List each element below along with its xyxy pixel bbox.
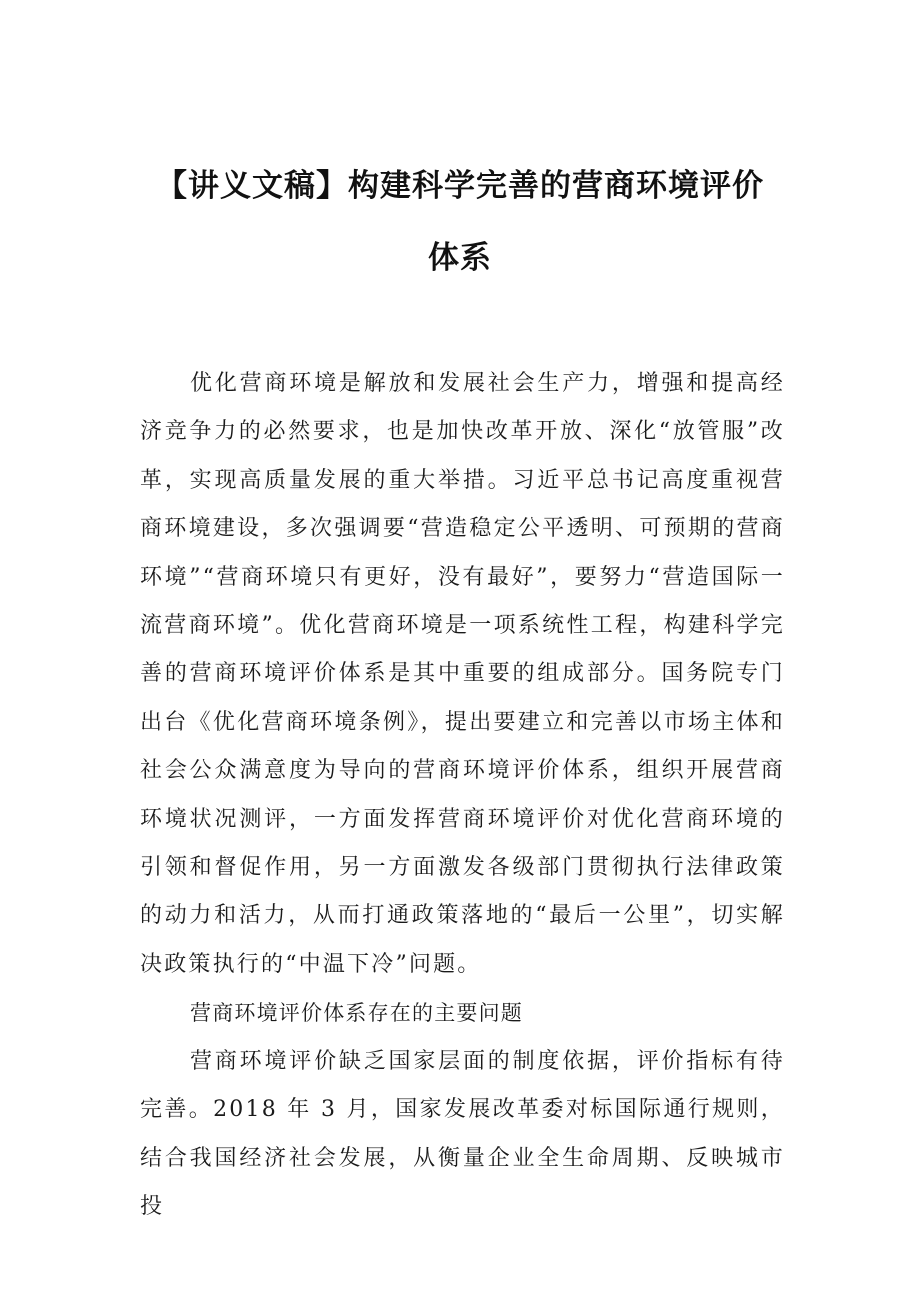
document-title-line-2: 体系 xyxy=(428,240,492,276)
paragraph-intro: 优化营商环境是解放和发展社会生产力，增强和提高经济竞争力的必然要求，也是加快改革开放、深化“放管服”改革，实现高质量发展的重大举措。习近平总书记高度重视营商环境建设，多次强调要“营造稳定公平透明、可预期的营商环境”“营商环境只有更好，没有最好”，要努力“营造国际一流营商环境”。优化营商环境是一项系统性工程，构建科学完善的营商环境评价体系是其中重要的组成部分。国务院专门出台《优化营商环境条例》，提出要建立和完善以市场主体和社会公众满意度为导向的营商环境评价体系，组织开展营商环境状况测评，一方面发挥营商环境评价对优化营商环境的引领和督促作用，另一方面激发各级部门贯彻执行法律政策的动力和活力，从而打通政策落地的“最后一公里”，切实解决政策执行的“中温下冷”问题。 xyxy=(140,371,785,977)
section-heading: 营商环境评价体系存在的主要问题 xyxy=(190,1001,523,1026)
paragraph-problem-1: 营商环境评价缺乏国家层面的制度依据，评价指标有待完善。2018 年 3 月，国家发展改革委对标国际通行规则，结合我国经济社会发展，从衡量企业全生命周期、反映城市投 xyxy=(140,1048,785,1219)
document-title-line-1: 【讲义文稿】构建科学完善的营商环境评价 xyxy=(156,168,764,204)
document-body xyxy=(140,360,785,1231)
